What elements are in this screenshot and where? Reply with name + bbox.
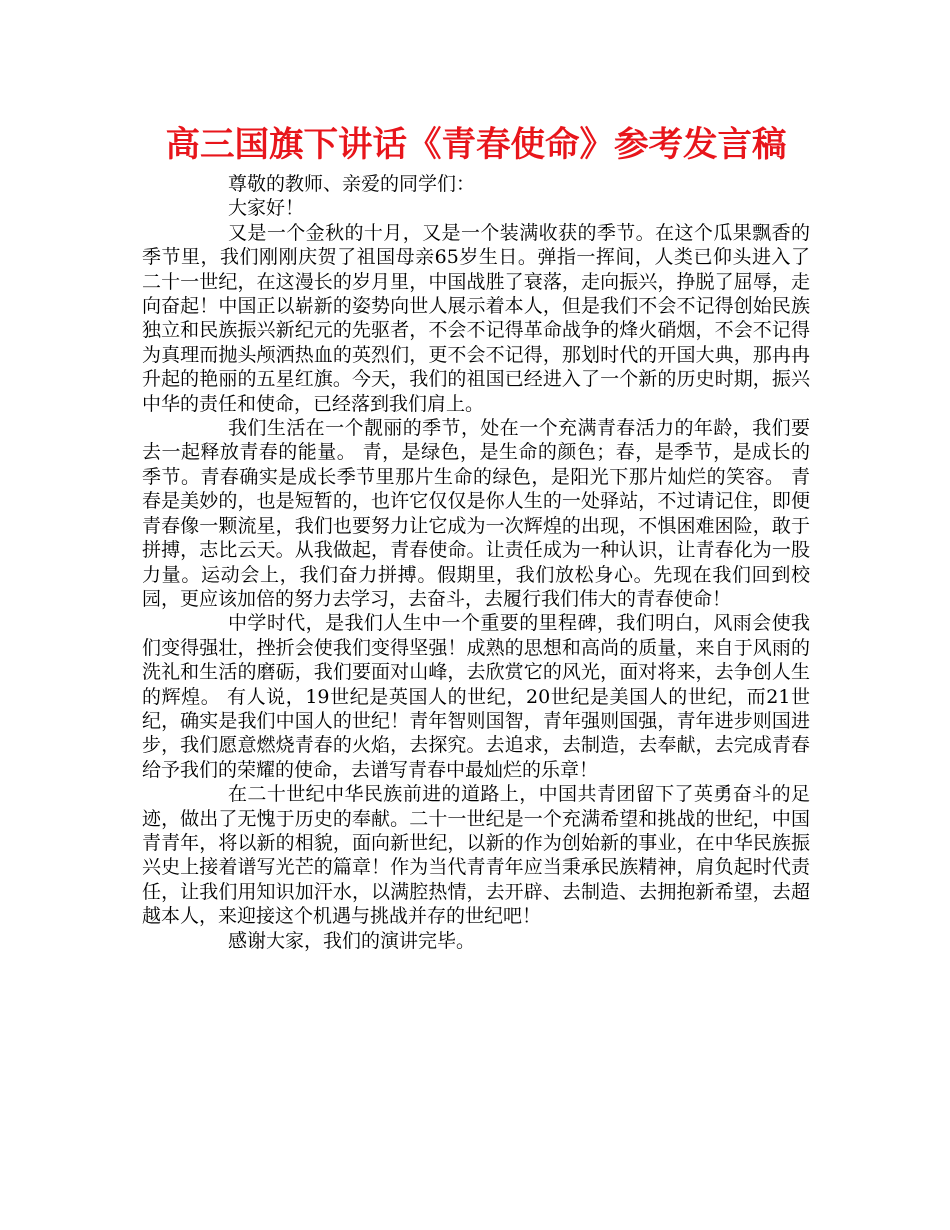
- closing-paragraph: 感谢大家，我们的演讲完毕。: [228, 929, 476, 952]
- paragraph: 在二十世纪中华民族前进的道路上，中国共青团留下了英勇奋斗的足迹，做出了无愧于历史的奉献。二十一世纪是一个充满希望和挑战的世纪，中国青青年，将以新的相貌，面向新世纪，以新的作为创始新的事业，在中华民族振兴史上接着谱写光芒的篇章！作为当代青青年应当秉承民族精神，肩负起时代责任，让我们用知识加汗水，以满腔热情，去开辟、去制造、去拥抱新希望，去超越本人，来迎接这个机遇与挑战并存的世纪吧！: [142, 783, 810, 928]
- greeting: 大家好！: [228, 197, 305, 220]
- document-body: [142, 172, 810, 953]
- salutation: 尊敬的教师、亲爱的同学们：: [228, 173, 476, 195]
- paragraph: 又是一个金秋的十月，又是一个装满收获的季节。在这个瓜果飘香的季节里，我们刚刚庆贺了祖国母亲65岁生日。弹指一挥间，人类已仰头进入了二十一世纪，在这漫长的岁月里，中国战胜了衰落，走向振兴，挣脱了屈辱，走向奋起！中国正以崭新的姿势向世人展示着本人，但是我们不会不记得创始民族独立和民族振兴新纪元的先驱者，不会不记得革命战争的烽火硝烟，不会不记得为真理而抛头颅洒热血的英烈们，更不会不记得，那划时代的开国大典，那冉冉升起的艳丽的五星红旗。今天，我们的祖国已经进入了一个新的历史时期，振兴中华的责任和使命，已经落到我们肩上。: [142, 221, 810, 415]
- paragraph: 中学时代，是我们人生中一个重要的里程碑，我们明白，风雨会使我们变得强壮，挫折会使我们变得坚强！成熟的思想和高尚的质量，来自于风雨的洗礼和生活的磨砺，我们要面对山峰，去欣赏它的风光，面对将来，去争创人生的辉煌。 有人说，19世纪是英国人的世纪，20世纪是美国人的世纪，而21世纪，确实是我们中国人的世纪！青年智则国智，青年强则国强，青年进步则国进步，我们愿意燃烧青春的火焰，去探究。去追求，去制造，去奉献，去完成青春给予我们的荣耀的使命，去谱写青春中最灿烂的乐章！: [142, 612, 810, 781]
- document-title: 高三国旗下讲话《青春使命》参考发言稿: [165, 125, 787, 165]
- paragraph: 我们生活在一个靓丽的季节，处在一个充满青春活力的年龄，我们要去一起释放青春的能量。 青，是绿色，是生命的颜色；春，是季节，是成长的季节。青春确实是成长季节里那片生命的绿色，是阳光下那片灿烂的笑容。 青春是美妙的，也是短暂的，也许它仅仅是你人生的一处驿站，不过请记住，即便青春像一颗流星，我们也要努力让它成为一次辉煌的出现，不惧困难困险，敢于拼搏，志比云天。从我做起，青春使命。让责任成为一种认识，让青春化为一股力量。运动会上，我们奋力拼搏。假期里，我们放松身心。先现在我们回到校园，更应该加倍的努力去学习，去奋斗，去履行我们伟大的青春使命！: [142, 417, 810, 610]
- speech-document: [142, 118, 810, 953]
